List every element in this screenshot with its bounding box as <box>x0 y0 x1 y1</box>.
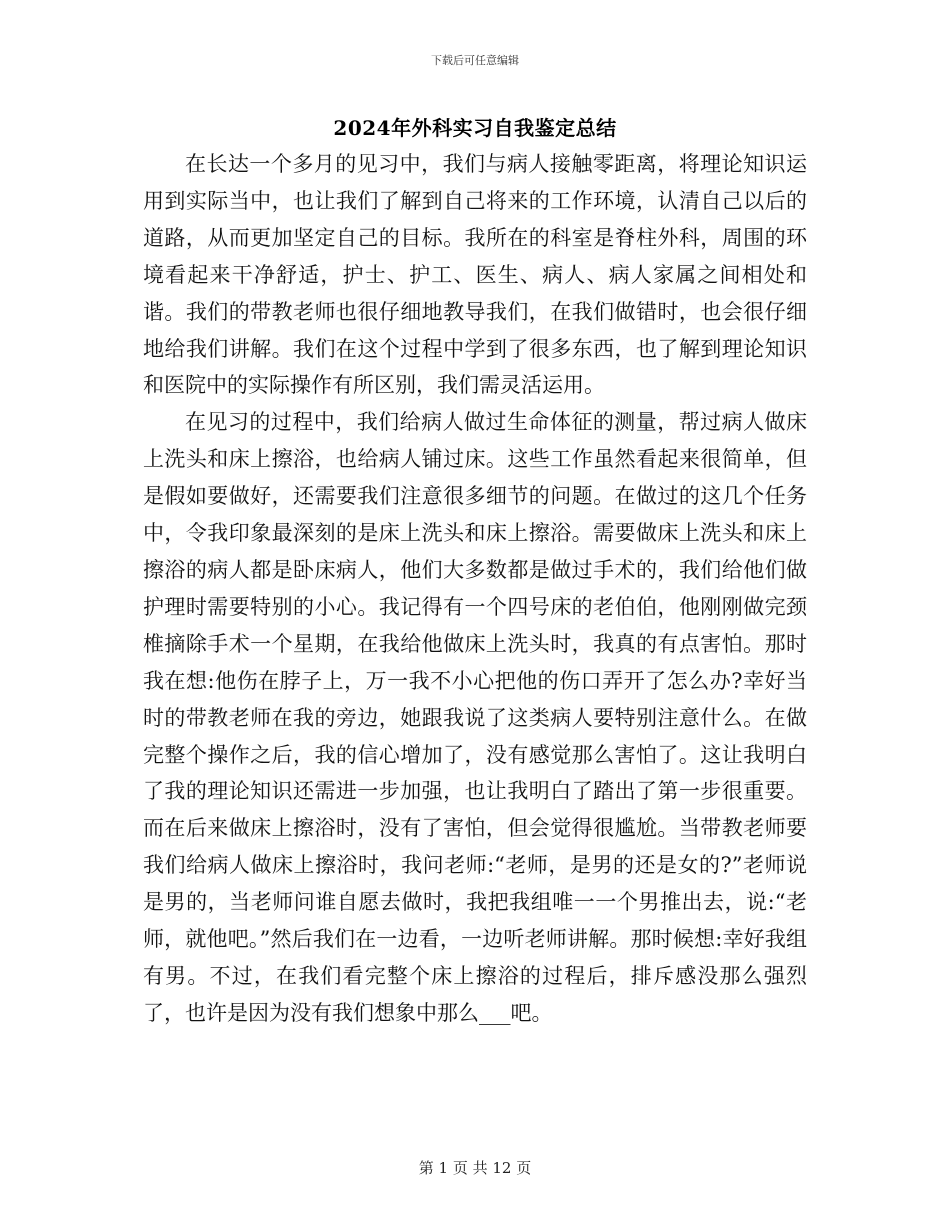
document-body <box>143 146 807 1032</box>
document-title: 2024年外科实习自我鉴定总结 <box>333 116 617 140</box>
paragraph-2: 在见习的过程中，我们给病人做过生命体征的测量，帮过病人做床上洗头和床上擦浴，也给病人铺过床。这些工作虽然看起来很简单，但是假如要做好，还需要我们注意很多细节的问题。在做过的这几个任务中，令我印象最深刻的是床上洗头和床上擦浴。需要做床上洗头和床上擦浴的病人都是卧床病人，他们大多数都是做过手术的，我们给他们做护理时需要特别的小心。我记得有一个四号床的老伯伯，他刚刚做完颈椎摘除手术一个星期，在我给他做床上洗头时，我真的有点害怕。那时我在想:他伤在脖子上，万一我不小心把他的伤口弄开了怎么办?幸好当时的带教老师在我的旁边，她跟我说了这类病人要特别注意什么。在做完整个操作之后，我的信心增加了，没有感觉那么害怕了。这让我明白了我的理论知识还需进一步加强，也让我明白了踏出了第一步很重要。而在后来做床上擦浴时，没有了害怕，但会觉得很尴尬。当带教老师要我们给病人做床上擦浴时，我问老师:“老师，是男的还是女的?”老师说是男的，当老师问谁自愿去做时，我把我组唯一一个男推出去，说:“老师，就他吧。”然后我们在一边看，一边听老师讲解。那时候想:幸好我组有男。不过，在我们看完整个床上擦浴的过程后，排斥感没那么强烈了，也许是因为没有我们想象中那么___吧。 <box>143 410 807 1025</box>
page-number: 第 1 页 共 12 页 <box>418 1159 532 1177</box>
page-header-note: 下载后可任意编辑 <box>431 54 519 67</box>
paragraph-1: 在长达一个多月的见习中，我们与病人接触零距离，将理论知识运用到实际当中，也让我们了解到自己将来的工作环境，认清自己以后的道路，从而更加坚定自己的目标。我所在的科室是脊柱外科，周围的环境看起来干净舒适，护士、护工、医生、病人、病人家属之间相处和谐。我们的带教老师也很仔细地教导我们，在我们做错时，也会很仔细地给我们讲解。我们在这个过程中学到了很多东西，也了解到理论知识和医院中的实际操作有所区别，我们需灵活运用。 <box>143 152 807 398</box>
